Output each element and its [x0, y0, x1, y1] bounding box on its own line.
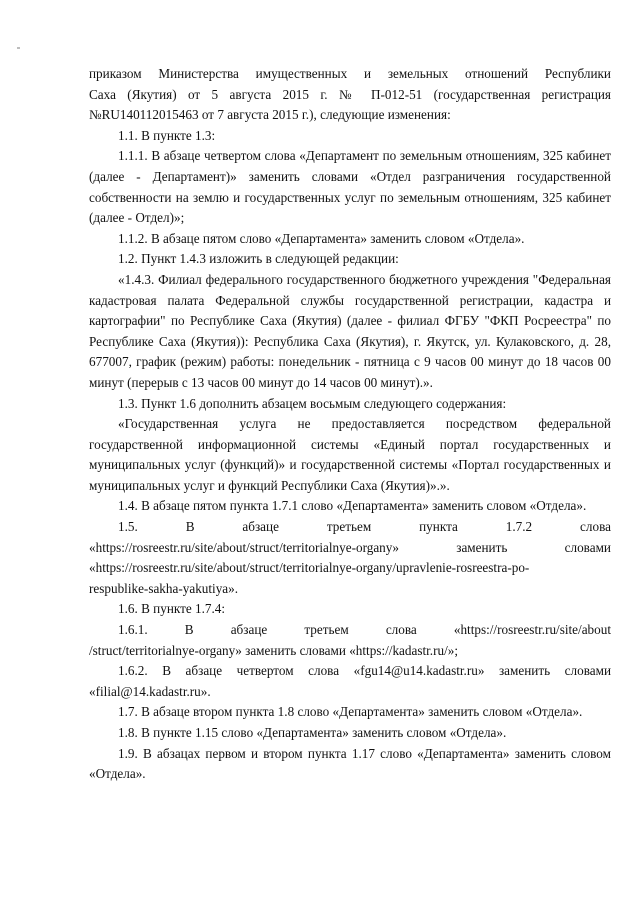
item-1-6-1-line-1: 1.6.1. В абзаце третьем слова «https://rosreestr.ru/site/about — [118, 622, 611, 638]
intro-line-3: №RU140112015463 от 7 августа 2015 г.), следующие изменения: — [89, 107, 451, 123]
item-1-7: 1.7. В абзаце втором пункта 1.8 слово «Департамента» заменить словом «Отдела». — [118, 704, 583, 720]
item-1-6-2: 1.6.2. В абзаце четвертом слова «fgu14@u14.kadastr.ru» заменить словами «filial@14.kadastr.ru». — [89, 663, 611, 699]
item-1-4-3-quote: «1.4.3. Филиал федерального государственного бюджетного учреждения "Федеральная кадастровая палата Федеральной службы государственной регистрации, кадастра и картографии" по Республике Саха (Якутия) (далее - филиал ФГБУ "ФКП Росреестра" по Республике Саха (Якутия)): Республика Саха (Якутия), г. Якутск, ул. Кулаковского, д. 28, 677007, график (режим) работы: понедельник - пятница с 9 часов 00 минут до 18 часов 00 минут (перерыв с 13 часов 00 минут до 14 часов 00 минут).». — [89, 271, 611, 390]
item-1-1-2: 1.1.2. В абзаце пятом слово «Департамента» заменить словом «Отдела». — [118, 230, 525, 246]
item-1-6: 1.6. В пункте 1.7.4: — [118, 601, 226, 617]
item-1-1: 1.1. В пункте 1.3: — [118, 127, 216, 143]
item-1-6-1 — [89, 620, 611, 661]
document-body — [89, 64, 611, 785]
item-1-2: 1.2. Пункт 1.4.3 изложить в следующей редакции: — [118, 251, 399, 267]
item-1-5-line-2: «https://rosreestr.ru/site/about/struct/territorialnye-organy» заменить словами — [89, 539, 611, 555]
item-1-3-quote: «Государственная услуга не предоставляется посредством федеральной государственной информационной системы «Единый портал государственных и муниципальных услуг (функций)» и государственной системы «Портал государственных и муниципальных услуг и функций Республики Саха (Якутия)».». — [89, 416, 611, 493]
item-1-1-1: 1.1.1. В абзаце четвертом слова «Департамент по земельным отношениям, 325 кабинет (далее - Департамент)» заменить словами «Отдел разграничения государственной собственности на землю и государственных услуг по земельным отношениям, 325 кабинет (далее - Отдел)»; — [89, 148, 611, 226]
intro-line-1: приказом Министерства имущественных и земельных отношений Республики — [89, 66, 611, 81]
item-1-4: 1.4. В абзаце пятом пункта 1.7.1 слово «Департамента» заменить словом «Отдела». — [118, 498, 587, 514]
item-1-3: 1.3. Пункт 1.6 дополнить абзацем восьмым следующего содержания: — [118, 395, 507, 411]
item-1-5-line-3: «https://rosreestr.ru/site/about/struct/territorialnye-organy/upravlenie-rosreestra-po- — [89, 560, 530, 576]
scan-mark — [17, 47, 20, 49]
item-1-5-line-1: 1.5. В абзаце третьем пункта 1.7.2 слова — [118, 519, 611, 535]
item-1-5 — [89, 517, 611, 599]
intro-paragraph — [89, 64, 611, 126]
item-1-5-line-4: respublike-sakha-yakutiya». — [89, 580, 239, 596]
item-1-6-1-line-2: /struct/territorialnye-organy» заменить словами «https://kadastr.ru/»; — [89, 642, 458, 658]
item-1-9: 1.9. В абзацах первом и втором пункта 1.17 слово «Департамента» заменить словом «Отдела». — [89, 745, 611, 782]
intro-line-2: Саха (Якутия) от 5 августа 2015 г. № П-012-51 (государственная регистрация — [89, 86, 611, 102]
item-1-8: 1.8. В пункте 1.15 слово «Департамента» заменить словом «Отдела». — [118, 725, 507, 740]
